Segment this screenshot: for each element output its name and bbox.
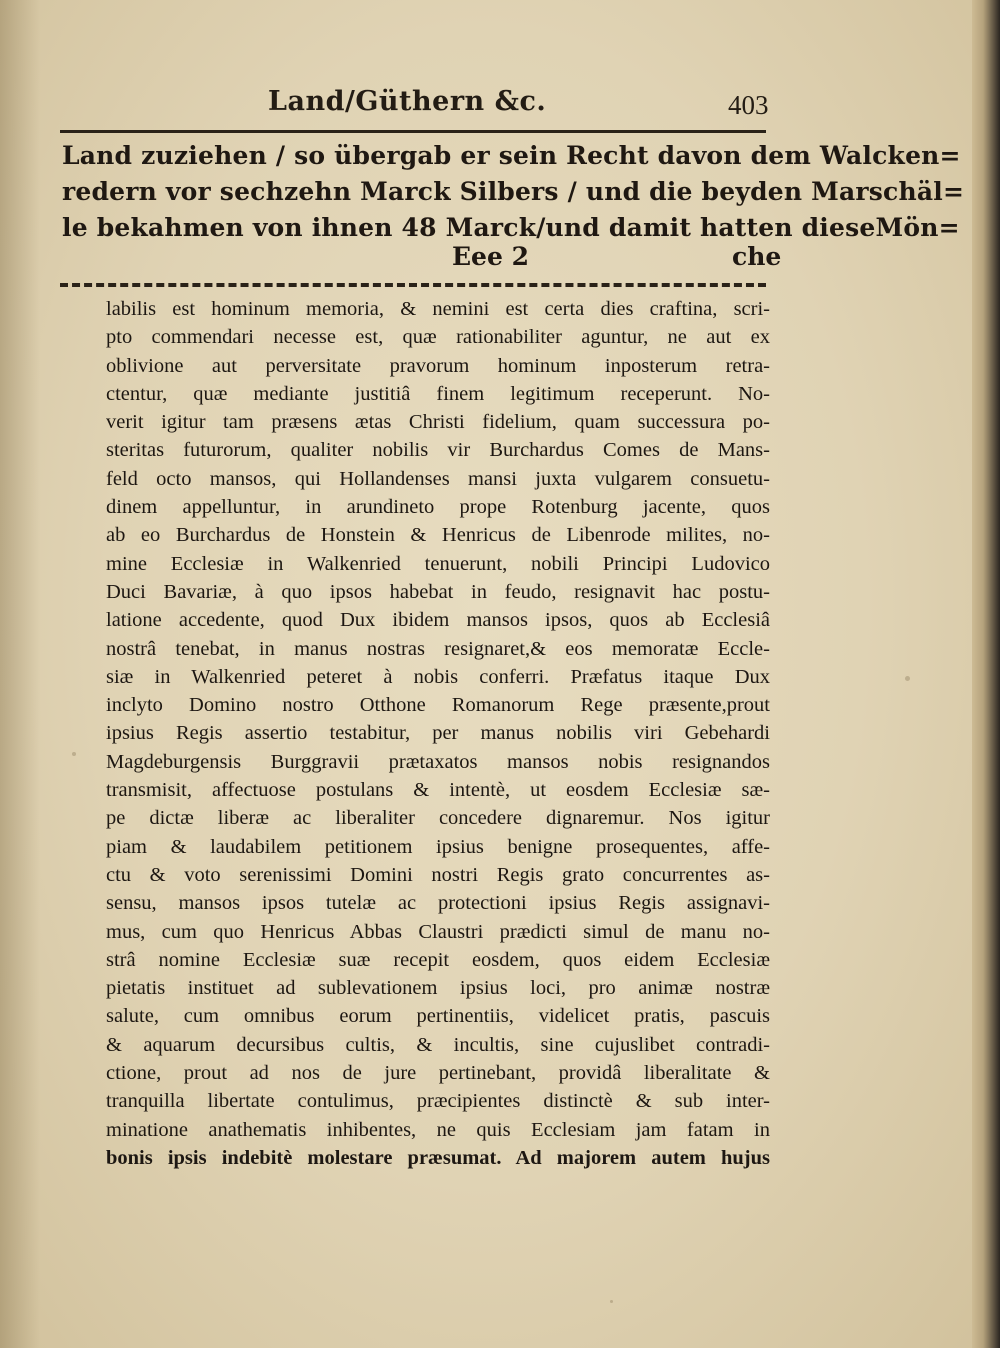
page-header bbox=[0, 86, 972, 126]
latin-line: mus, cum quo Henricus Abbas Claustri prædicti simul de manu no- bbox=[106, 920, 770, 943]
latin-line: minatione anathematis inhibentes, ne quis Ecclesiam jam fatam in bbox=[106, 1118, 770, 1141]
latin-line: mine Ecclesiæ in Walkenried tenuerunt, nobili Principi Ludovico bbox=[106, 552, 770, 575]
latin-line: Magdeburgensis Burggravii prætaxatos mansos nobis resignandos bbox=[106, 750, 770, 773]
page-number: 403 bbox=[728, 90, 769, 120]
latin-line: dinem appelluntur, in arundineto prope Rotenburg jacente, quos bbox=[106, 496, 770, 519]
latin-text-block bbox=[106, 295, 770, 1172]
paper-speck bbox=[610, 1300, 613, 1303]
latin-line: tranquilla libertate contulimus, præcipientes distinctè & sub inter- bbox=[106, 1090, 770, 1113]
latin-line: verit igitur tam præsens ætas Christi fidelium, quam successura po- bbox=[106, 411, 770, 434]
latin-line: Duci Bavariæ, à quo ipsos habebat in feudo, resignavit hac postu- bbox=[106, 580, 770, 603]
latin-line: ab eo Burchardus de Honstein & Henricus de Libenrode milites, no- bbox=[106, 524, 770, 547]
catchword: che bbox=[732, 242, 782, 271]
german-line: le bekahmen von ihnen 48 Marck/und damit hatten dieseMön= bbox=[62, 213, 960, 242]
latin-line: ctentur, quæ mediante justitiâ finem legitimum receperunt. No- bbox=[106, 382, 770, 405]
latin-line: steritas futurorum, qualiter nobilis vir Burchardus Comes de Mans- bbox=[106, 439, 770, 462]
latin-line: sensu, mansos ipsos tutelæ ac protectioni ipsius Regis assignavi- bbox=[106, 892, 770, 915]
latin-line: feld octo mansos, qui Hollandenses mansi juxta vulgarem consuetu- bbox=[106, 467, 770, 490]
running-head: Land/Güthern &c. bbox=[268, 86, 547, 117]
latin-line: pietatis instituet ad sublevationem ipsius loci, pro animæ nostræ bbox=[106, 977, 770, 1000]
german-line: Land zuziehen / so übergab er sein Recht davon dem Walcken= bbox=[62, 141, 961, 170]
latin-line: transmisit, affectuose postulans & intentè, ut eosdem Ecclesiæ sæ- bbox=[106, 779, 770, 802]
latin-line: ctione, prout ad nos de jure pertinebant, providâ liberalitate & bbox=[106, 1062, 770, 1085]
latin-line: labilis est hominum memoria, & nemini est certa dies craftina, scri- bbox=[106, 298, 770, 320]
latin-line: pto commendari necesse est, quæ rationabiliter aguntur, ne aut ex bbox=[106, 326, 770, 349]
latin-line: strâ nomine Ecclesiæ suæ recepit eosdem, quos eidem Ecclesiæ bbox=[106, 948, 770, 971]
latin-line: nostrâ tenebat, in manus nostras resignaret,& eos memoratæ Eccle- bbox=[106, 637, 770, 660]
latin-line: siæ in Walkenried peteret à nobis conferri. Præfatus itaque Dux bbox=[106, 665, 770, 688]
latin-line: inclyto Domino nostro Otthone Romanorum Rege præsente,prout bbox=[106, 694, 770, 717]
german-text-block bbox=[62, 138, 965, 246]
latin-line: ctu & voto serenissimi Domini nostri Regis grato concurrentes as- bbox=[106, 863, 770, 886]
page-edge bbox=[972, 0, 1000, 1348]
section-rule bbox=[60, 283, 766, 287]
header-rule bbox=[60, 130, 766, 133]
latin-line: oblivione aut perversitate pravorum hominum inposterum retra- bbox=[106, 354, 770, 377]
latin-line: piam & laudabilem petitionem ipsius benigne prosequentes, affe- bbox=[106, 835, 770, 858]
german-line: redern vor sechzehn Marck Silbers / und die beyden Marschäl= bbox=[62, 177, 965, 206]
latin-line: ipsius Regis assertio testabitur, per manus nobilis viri Gebehardi bbox=[106, 722, 770, 745]
latin-line: pe dictæ liberæ ac liberaliter concedere dignaremur. Nos igitur bbox=[106, 807, 770, 830]
signature-line bbox=[0, 242, 972, 278]
spine-shadow bbox=[0, 0, 40, 1348]
latin-line: salute, cum omnibus eorum pertinentiis, videlicet pratis, pascuis bbox=[106, 1005, 770, 1028]
signature-mark: Eee 2 bbox=[452, 242, 529, 271]
paper-speck bbox=[72, 752, 76, 756]
latin-line: latione accedente, quod Dux ibidem mansos ipsos, quos ab Ecclesiâ bbox=[106, 609, 770, 632]
latin-line: bonis ipsis indebitè molestare præsumat. Ad majorem autem hujus bbox=[106, 1146, 770, 1169]
paper-speck bbox=[905, 676, 910, 681]
latin-line: & aquarum decursibus cultis, & incultis, sine cujuslibet contradi- bbox=[106, 1033, 770, 1056]
